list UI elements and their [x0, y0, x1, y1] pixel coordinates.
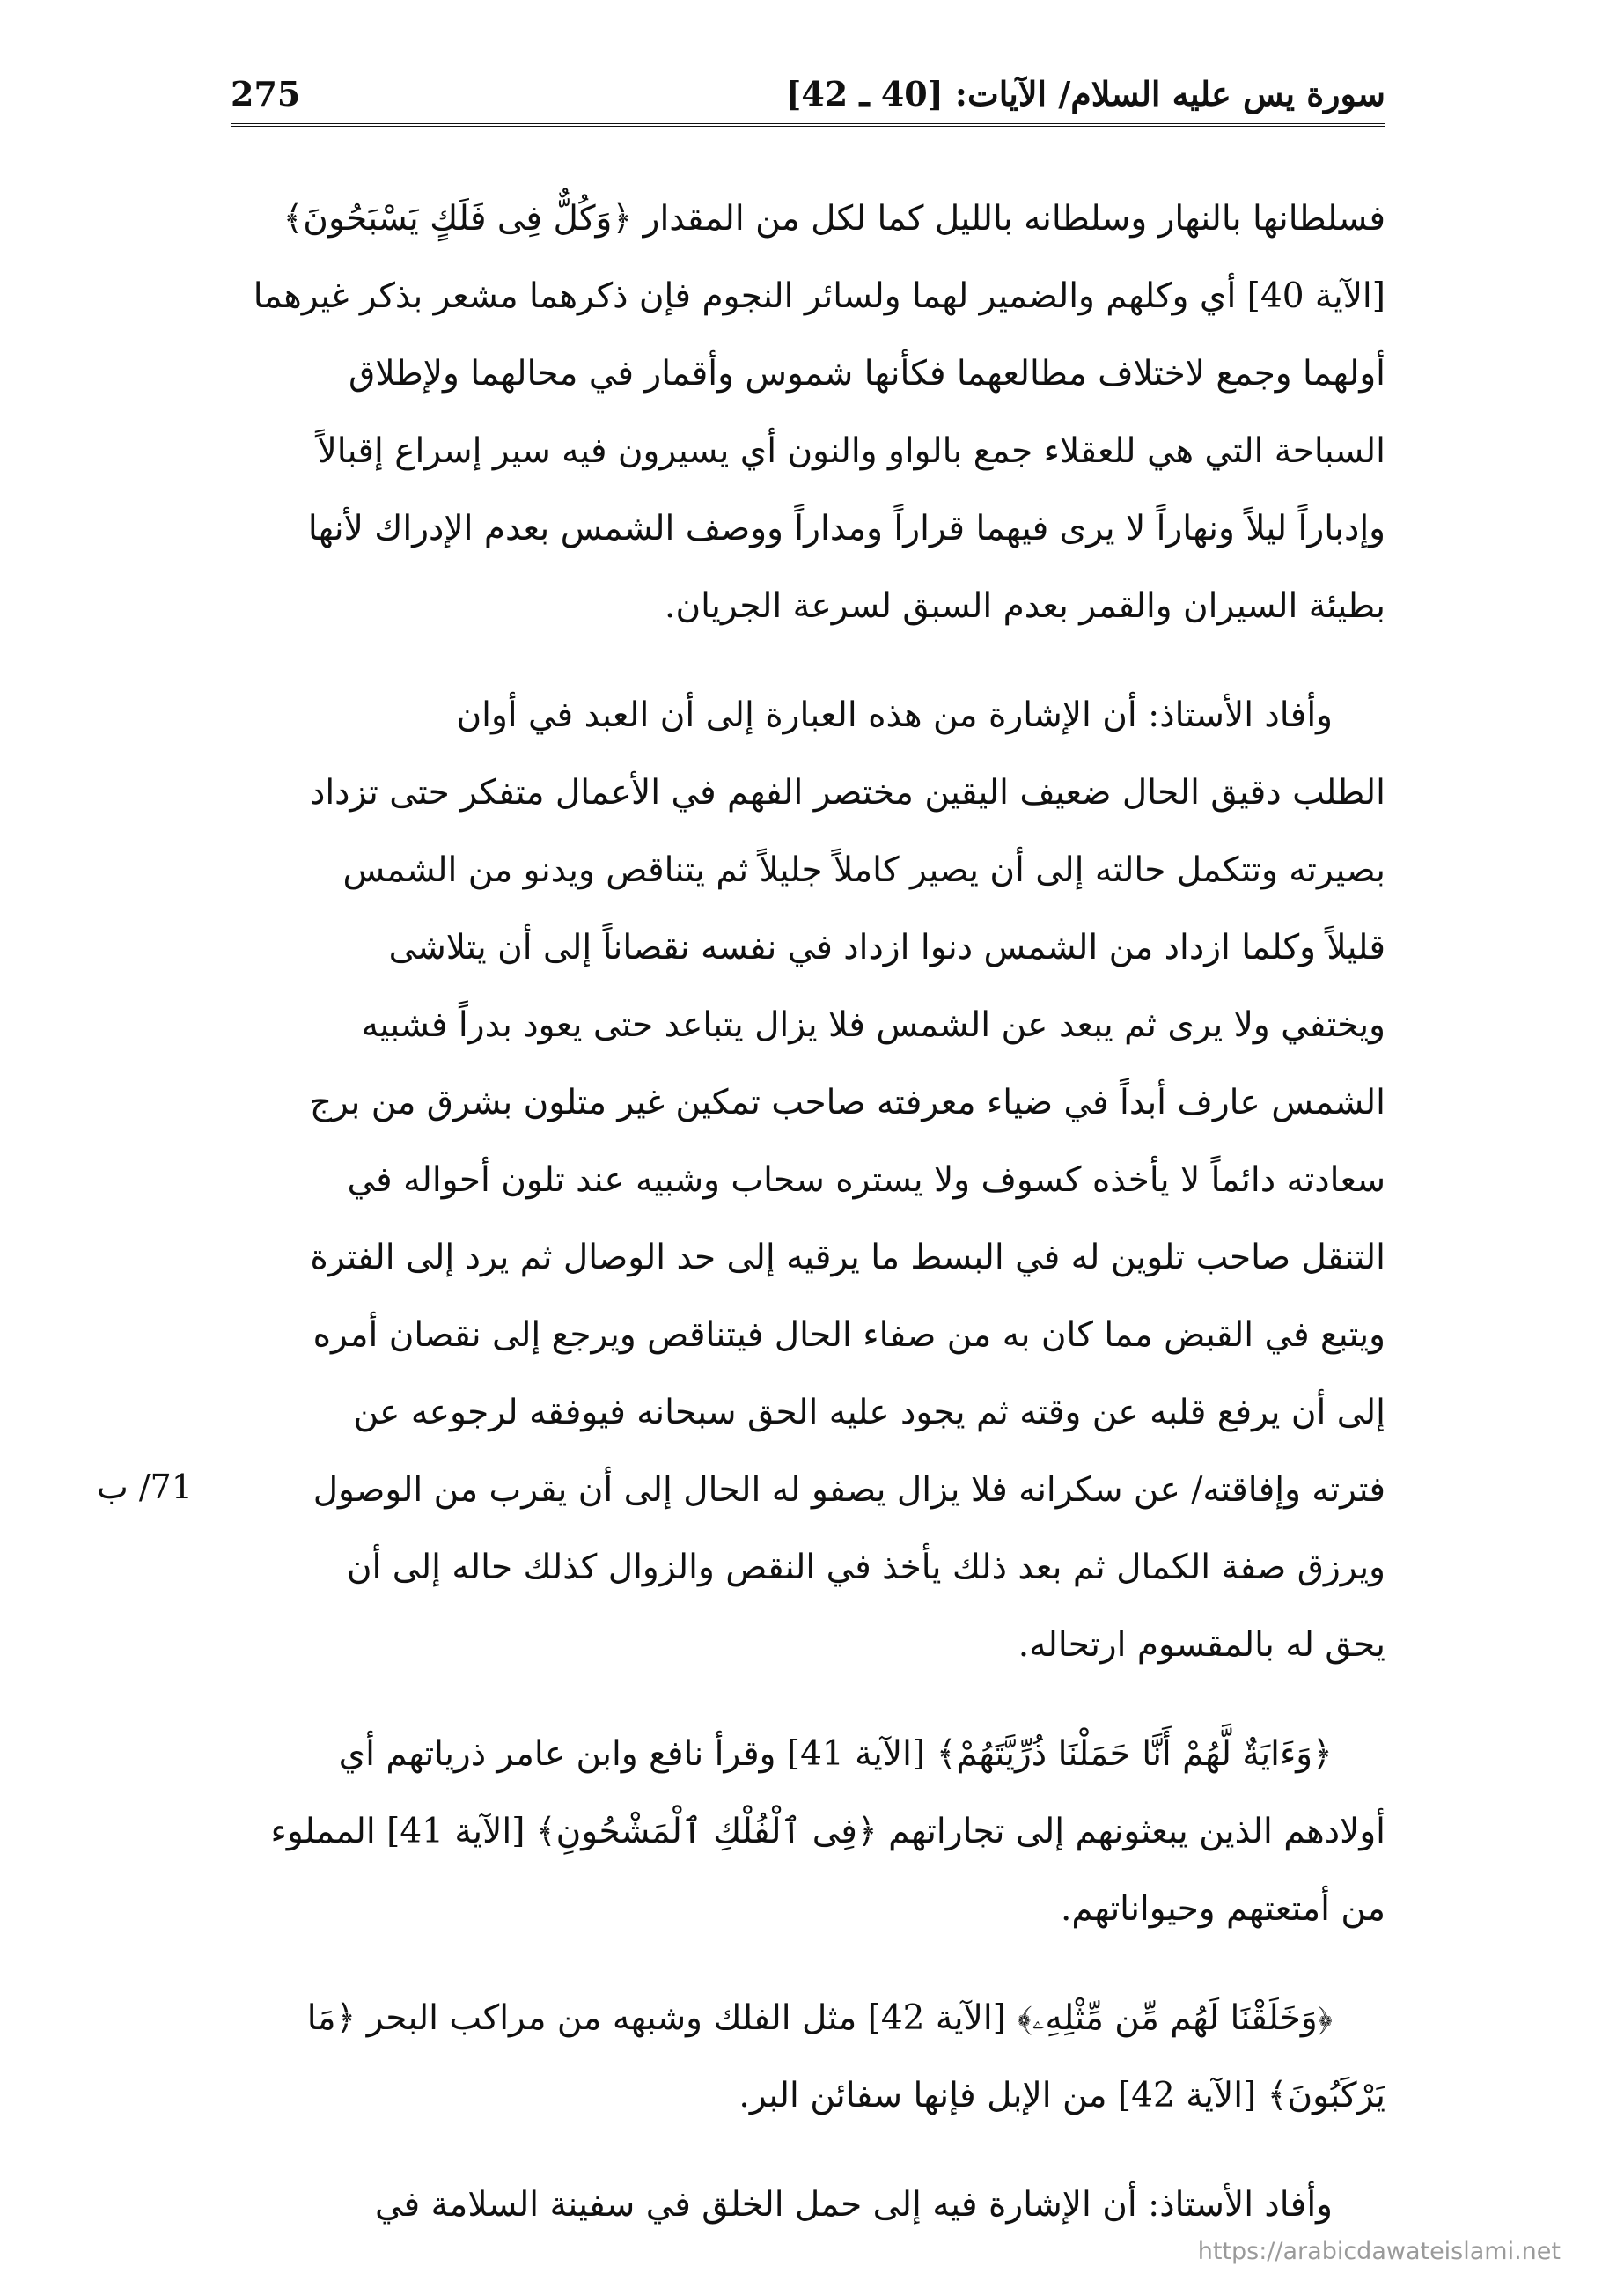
text-line: [الآية 40] أي وكلهم والضمير لهما ولسائر النجوم فإن ذكرهما مشعر بذكر غيرهما — [253, 276, 1385, 316]
text-line: التنقل صاحب تلوين له في البسط ما يرقيه إلى حد الوصال ثم يرد إلى الفترة — [310, 1238, 1385, 1277]
text-line: وأفاد الأستاذ: أن الإشارة من هذه العبارة إلى أن العبد في أوان — [456, 695, 1333, 735]
text-line: فسلطانها بالنهار وسلطانه بالليل كما لكل من المقدار ﴿وَكُلٌّ فِى فَلَكٍ يَسْبَحُونَ﴾ — [283, 199, 1385, 239]
paragraph-gap — [236, 2135, 1385, 2167]
text-line: من أمتعتهم وحيواناتهم. — [1061, 1889, 1385, 1929]
text-line: قليلاً وكلما ازداد من الشمس دنوا ازداد في نفسه نقصاناً إلى أن يتلاشى — [388, 928, 1385, 967]
text-line: الشمس عارف أبداً في ضياء معرفته صاحب تمكين غير متلون بشرق من برج — [309, 1083, 1385, 1122]
text-line: سعادته دائماً لا يأخذه كسوف ولا يستره سحاب وشبيه عند تلون أحواله في — [347, 1160, 1385, 1200]
text-line: ويتبع في القبض مما كان به من صفاء الحال فيتناقص ويرجع إلى نقصان أمره — [312, 1315, 1385, 1355]
text-line: أولهما وجمع لاختلاف مطالعهما فكأنها شموس وأقمار في محالهما ولإطلاق — [349, 354, 1385, 394]
text-line: فترته وإفاقته/ عن سكرانه فلا يزال يصفو له الحال إلى أن يقرب من الوصول — [312, 1470, 1385, 1510]
text-line: ﴿وَخَلَقْنَا لَهُم مِّن مِّثْلِهِۦ﴾ [الآية 42] مثل الفلك وشبهه من مراكب البحر ﴿مَا — [306, 1998, 1333, 2038]
text-line: يحق له بالمقسوم ارتحاله. — [1018, 1625, 1385, 1665]
margin-folio-note: 71/ ب — [97, 1468, 194, 1506]
page-number: 275 — [231, 74, 301, 114]
text-line: السباحة التي هي للعقلاء جمع بالواو والنون أي يسيرون فيه سير إسراع إقبالاً — [317, 431, 1385, 471]
paragraph-gap — [236, 645, 1385, 677]
paragraph-gap — [236, 1684, 1385, 1716]
text-line: ويرزق صفة الكمال ثم بعد ذلك يأخذ في النقص والزوال كذلك حاله إلى أن — [346, 1548, 1385, 1587]
watermark-url: https://arabicdawateislami.net — [1197, 2238, 1561, 2265]
text-line: ﴿وَءَايَةٌ لَّهُمْ أَنَّا حَمَلْنَا ذُرِّيَّتَهُمْ﴾ [الآية 41] وقرأ نافع وابن عامر ذرياتهم أي — [338, 1734, 1333, 1774]
paragraph-gap — [236, 1948, 1385, 1980]
text-line: بطيئة السيران والقمر بعدم السبق لسرعة الجريان. — [665, 586, 1385, 626]
text-line: إلى أن يرفع قلبه عن وقته ثم يجود عليه الحق سبحانه فيوفقه لرجوعه عن — [353, 1393, 1385, 1432]
page-header — [231, 62, 1385, 127]
text-line: وإدباراً ليلاً ونهاراً لا يرى فيهما قراراً ومداراً ووصف الشمس بعدم الإدراك لأنها — [307, 509, 1385, 548]
text-line: وأفاد الأستاذ: أن الإشارة فيه إلى حمل الخلق في سفينة السلامة في — [374, 2185, 1333, 2225]
running-title: سورة يس عليه السلام/ الآيات: [40 ـ 42] — [785, 74, 1385, 114]
text-line: أولادهم الذين يبعثونهم إلى تجاراتهم ﴿فِى ٱلْفُلْكِ ٱلْمَشْحُونِ﴾ [الآية 41] المملوء — [270, 1812, 1385, 1851]
text-line: يَرْكَبُونَ﴾ [الآية 42] من الإبل فإنها سفائن البر. — [739, 2076, 1385, 2115]
text-line: الطلب دقيق الحال ضعيف اليقين مختصر الفهم في الأعمال متفكر حتى تزداد — [309, 773, 1385, 813]
text-line: بصيرته وتتكمل حالته إلى أن يصير كاملاً جليلاً ثم يتناقص ويدنو من الشمس — [342, 850, 1385, 890]
page-body — [236, 180, 1385, 2244]
text-line: ويختفي ولا يرى ثم يبعد عن الشمس فلا يزال يتباعد حتى يعود بدراً فشبيه — [361, 1005, 1385, 1045]
